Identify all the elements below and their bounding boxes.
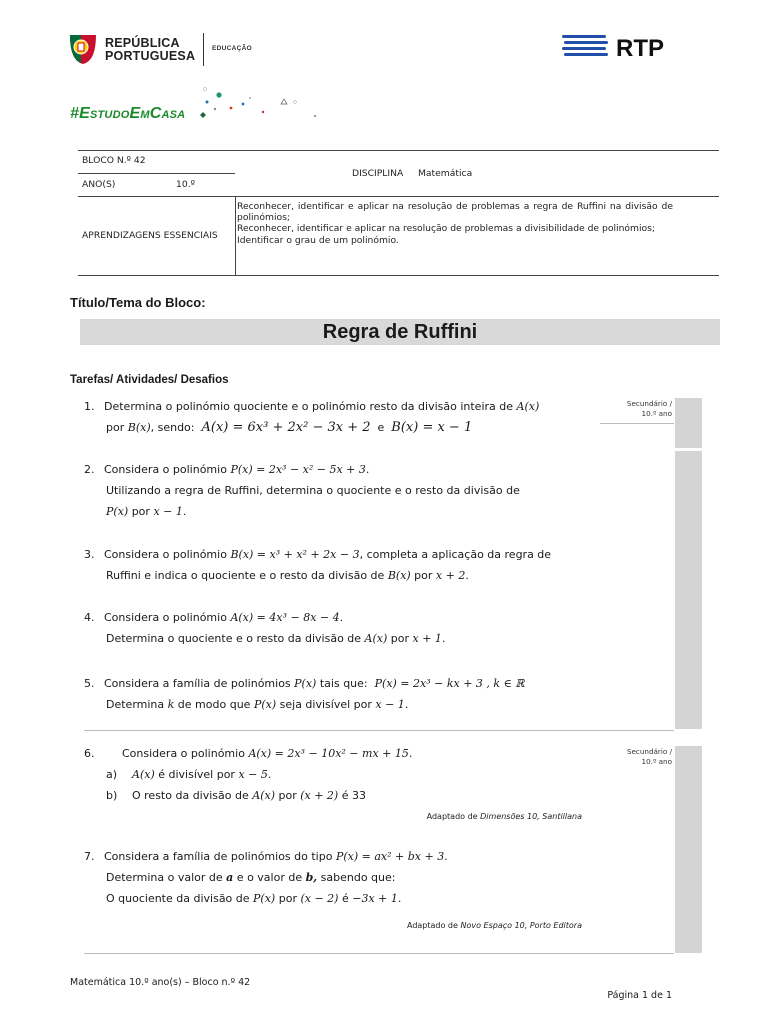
exercise-text: Ruffini e indica o quociente e o resto da divisão de [106,569,388,582]
ano-label: ANO(S) [82,179,116,190]
exercise-3 [84,544,584,586]
math-formula: A(x) = 6x³ + 2x² − 3x + 2 [201,420,371,435]
sidebar-block [675,398,702,448]
exercise-text: por [275,892,301,905]
aprendizagens-label: APRENDIZAGENS ESSENCIAIS [82,230,218,241]
side-label-line: Secundário / [626,399,672,408]
exercise-number: 1. [84,400,95,413]
exercise-text: Considera a família de polinómios do tipo [104,850,336,863]
subitem-label: b) [106,789,118,802]
exercise-text: . [339,611,344,624]
exercise-text: Determina [106,698,168,711]
math: x − 1 [375,698,405,711]
math: x + 2 [435,569,466,582]
section-divider [84,730,674,731]
dept-label: EDUCAÇÃO [212,45,252,52]
sidebar-block [675,746,702,953]
exercise-2 [84,459,584,522]
exercise-text: é 33 [338,789,366,802]
exercise-number: 5. [84,677,95,690]
header-separator [203,33,204,66]
page-title: Regra de Ruffini [322,321,478,343]
table-border [235,196,236,275]
exercise-text: seja divisível por [276,698,376,711]
math: P(x) [253,892,276,905]
exercise-text: . [267,768,272,781]
source-note [300,812,582,821]
math: x − 1 [153,505,183,518]
exercise-text: Determina o polinómio quociente e o polinómio resto da divisão inteira de [104,400,517,413]
disciplina-label: DISCIPLINA [352,168,404,179]
ano-value: 10.º [176,179,195,190]
exercise-6 [84,743,594,806]
exercise-text: tais que: [316,677,372,690]
aprendizagem-item: Reconhecer, identificar e aplicar na resolução de problemas a regra de Ruffini na divisão de polinómios; [237,201,673,224]
math: P(x) [253,698,277,711]
math: B(x) [127,421,151,434]
math: x + 1 [412,632,442,645]
footer-left: Matemática 10.º ano(s) – Bloco n.º 42 [70,977,251,988]
math: k [167,698,175,711]
table-border [78,275,719,276]
side-label-line: 10.º ano [641,409,672,418]
disciplina-value: Matemática [418,168,473,179]
exercise-4 [84,607,584,649]
exercise-text: é [338,892,353,905]
math: b, [305,871,318,884]
exercise-1 [84,396,584,438]
rtp-logo-icon [562,33,678,61]
exercise-text: , sendo: [150,421,195,434]
section-divider [84,953,674,954]
exercise-text: O quociente da divisão de [106,892,254,905]
table-border [78,196,719,197]
source-title: Dimensões 10, Santillana [480,812,582,821]
exercise-number: 4. [84,611,95,624]
tarefas-label: Tarefas/ Atividades/ Desafios [70,374,229,386]
exercise-number: 6. [84,747,95,760]
source-prefix: Adaptado de [406,921,461,930]
math: A(x) [132,768,155,781]
math-formula: B(x) = x − 1 [391,420,473,435]
exercise-5 [84,673,584,715]
math: P(x) = 2x³ − x² − 5x + 3 [230,463,366,476]
exercise-text: por [274,789,301,802]
exercise-text: Utilizando a regra de Ruffini, determina o quociente e o resto da divisão de [106,484,520,497]
gov-line-1: REPÚBLICA [105,36,180,50]
footer-page: Página 1 de 1 [607,990,672,1001]
exercise-text: . [441,632,446,645]
math: B(x) [387,569,411,582]
titulo-label: Título/Tema do Bloco: [70,295,206,310]
math: (x − 2) [300,892,339,905]
math: x − 5 [238,768,268,781]
exercise-text: Considera o polinómio [122,747,249,760]
exercise-text: por [410,569,436,582]
exercise-text: O resto da divisão de [132,789,253,802]
exercise-number: 2. [84,463,95,476]
math: P(x) [294,677,317,690]
exercise-text: é divisível por [154,768,239,781]
exercise-text: . [397,892,402,905]
aprendizagens-list [237,201,673,246]
source-note [300,921,582,930]
rtp-wordmark: RTP [616,35,664,61]
decorative-dots-icon [195,80,325,120]
exercise-text: . [182,505,187,518]
bloco-label: BLOCO N.º 42 [82,155,146,166]
side-label-b [600,747,672,767]
math: A(x) = 4x³ − 8x − 4 [230,611,340,624]
exercise-text: Considera o polinómio [104,548,231,561]
exercise-text: . [465,569,469,582]
exercise-text: . [365,463,370,476]
exercise-text: , completa a aplicação da regra de [359,548,552,561]
exercise-text: . [404,698,409,711]
exercise-text: Determina o quociente e o resto da divisão de [106,632,365,645]
table-border [78,173,235,174]
side-label-a [600,399,672,419]
gov-line-2: PORTUGUESA [105,48,196,63]
exercise-text: Considera a família de polinómios [104,677,295,690]
math: −3x + 1 [352,892,398,905]
aprendizagem-item: Reconhecer, identificar e aplicar na resolução de problemas a divisibilidade de polinómios; [237,223,656,235]
exercise-text: de modo que [174,698,254,711]
exercise-number: 7. [84,850,95,863]
exercise-text: por [106,421,128,434]
math: A(x) [516,400,540,413]
sidebar-block [675,451,702,729]
exercise-text: por [387,632,413,645]
hashtag-title: #EstudoEmCasa [70,105,186,122]
math: P(x) = ax² + bx + 3 [335,850,445,863]
table-border [78,150,719,151]
exercise-text: Considera o polinómio [104,463,231,476]
math: a [226,871,234,884]
math: P(x) [106,505,129,518]
subitem-label: a) [106,768,118,781]
side-label-line: 10.º ano [641,757,672,766]
exercise-7 [84,846,594,909]
exercise-text: por [128,505,154,518]
math: (x + 2) [300,789,339,802]
math: A(x) [252,789,275,802]
exercise-number: 3. [84,548,95,561]
side-divider [600,423,674,424]
math: A(x) = 2x³ − 10x² − mx + 15. [248,747,413,760]
exercise-text: Considera o polinómio [104,611,231,624]
exercise-text: . [444,850,448,863]
source-title: Novo Espaço 10, Porto Editora [460,921,582,930]
source-prefix: Adaptado de [426,812,481,821]
exercise-text: sabendo que: [317,871,396,884]
aprendizagem-item: Identificar o grau de um polinómio. [237,234,399,246]
exercise-text: Determina o valor de [106,871,227,884]
gov-logo-text [105,37,195,62]
exercise-text: e [377,421,385,434]
math-formula: P(x) = 2x³ − kx + 3 , k ∈ ℝ [374,677,525,690]
math: B(x) = x³ + x² + 2x − 3 [230,548,360,561]
side-label-line: Secundário / [626,747,672,756]
exercise-text: e o valor de [233,871,306,884]
math: A(x) [364,632,388,645]
republica-portuguesa-logo-icon [68,31,98,65]
